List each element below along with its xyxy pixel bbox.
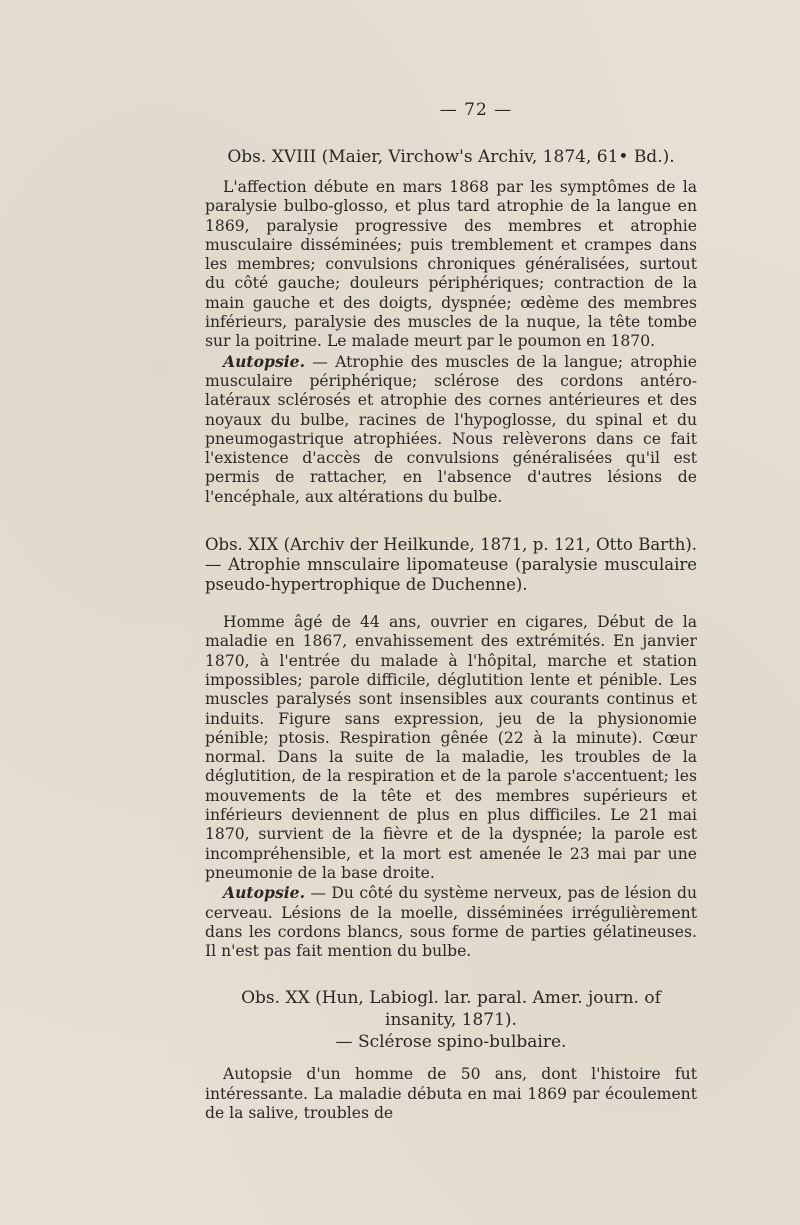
- obs-19-autopsy-text: — Du côté du système nerveux, pas de lésion du cerveau. Lésions de la moelle, disséminées irrégulièrement dans les cordons blancs, sous forme de parties gélatineuses. Il n'est pas fait mention du bulbe.: [205, 884, 697, 961]
- obs-18-heading: Obs. XVIII (Maier, Virchow's Archiv, 1874, 61• Bd.).: [227, 147, 675, 167]
- obs-18-autopsy-label: Autopsie.: [223, 351, 305, 371]
- obs-20-heading-line1: Obs. XX (Hun, Labiogl. lar. paral. Amer. journ. of insanity, 1871).: [241, 988, 661, 1031]
- obs-20-heading-line2: — Sclérose spino-bulbaire.: [335, 1032, 567, 1053]
- obs-20-paragraph: Autopsie d'un homme de 50 ans, dont l'histoire fut intéressante. La maladie débuta en mai 1869 par écoulement de la salive, troubles de: [205, 1065, 697, 1122]
- page-content: [205, 100, 697, 1123]
- obs-19-autopsy-paragraph: [205, 883, 697, 961]
- obs-19-heading: [205, 535, 697, 595]
- obs-19-heading-text: Obs. XIX (Archiv der Heilkunde, 1871, p. 121, Otto Barth). — Atrophie mnsculaire lipomateuse (paralysie musculaire pseudo-hypertrophique de Duchenne).: [205, 535, 697, 595]
- obs-20-heading: [205, 987, 697, 1053]
- obs-19-paragraph: Homme âgé de 44 ans, ouvrier en cigares, Début de la maladie en 1867, envahissement des extrémités. En janvier 1870, à l'entrée du malade à l'hôpital, marche et station impossibles; parole difficile, déglutition lente et pénible. Les muscles paralysés sont insensibles aux courants continus et induits. Figure sans expression, jeu de la physionomie pénible; ptosis. Respiration gênée (22 à la minute). Cœur normal. Dans la suite de la maladie, les troubles de la déglutition, de la respiration et de la parole s'accentuent; les mouvements de la tête et des membres supérieurs et inférieurs deviennent de plus en plus difficiles. Le 21 mai 1870, survient de la fièvre et de la dyspnée; la parole est incompréhensible, et la mort est amenée le 23 mai par une pneumonie de la base droite.: [205, 613, 697, 882]
- obs-18-paragraph: L'affection débute en mars 1868 par les symptômes de la paralysie bulbo-glosso, et plus tard atrophie de la langue en 1869, paralysie progressive des membres et atrophie musculaire disséminées; puis tremblement et crampes dans les membres; convulsions chroniques généralisées, surtout du côté gauche; douleurs périphériques; contraction de la main gauche et des doigts, dyspnée; œdème des membres inférieurs, paralysie des muscles de la nuque, la tête tombe sur la poitrine. Le malade meurt par le poumon en 1870.: [205, 178, 697, 351]
- page-number: — 72 —: [439, 100, 513, 120]
- obs-18-autopsy-text: — Atrophie des muscles de la langue; atrophie musculaire périphérique; sclérose des cordons antéro-latéraux sclérosés et atrophie des cornes antérieures et des noyaux du bulbe, racines de l'hypoglosse, du spinal et du pneumogastrique atrophiées. Nous relèverons dans ce fait l'existence d'accès de convulsions généralisées qu'il est permis de rattacher, en l'absence d'autres lésions de l'encéphale, aux altérations du bulbe.: [205, 352, 697, 506]
- obs-19-autopsy-label: Autopsie.: [223, 883, 305, 903]
- obs-18-autopsy-paragraph: [205, 352, 697, 507]
